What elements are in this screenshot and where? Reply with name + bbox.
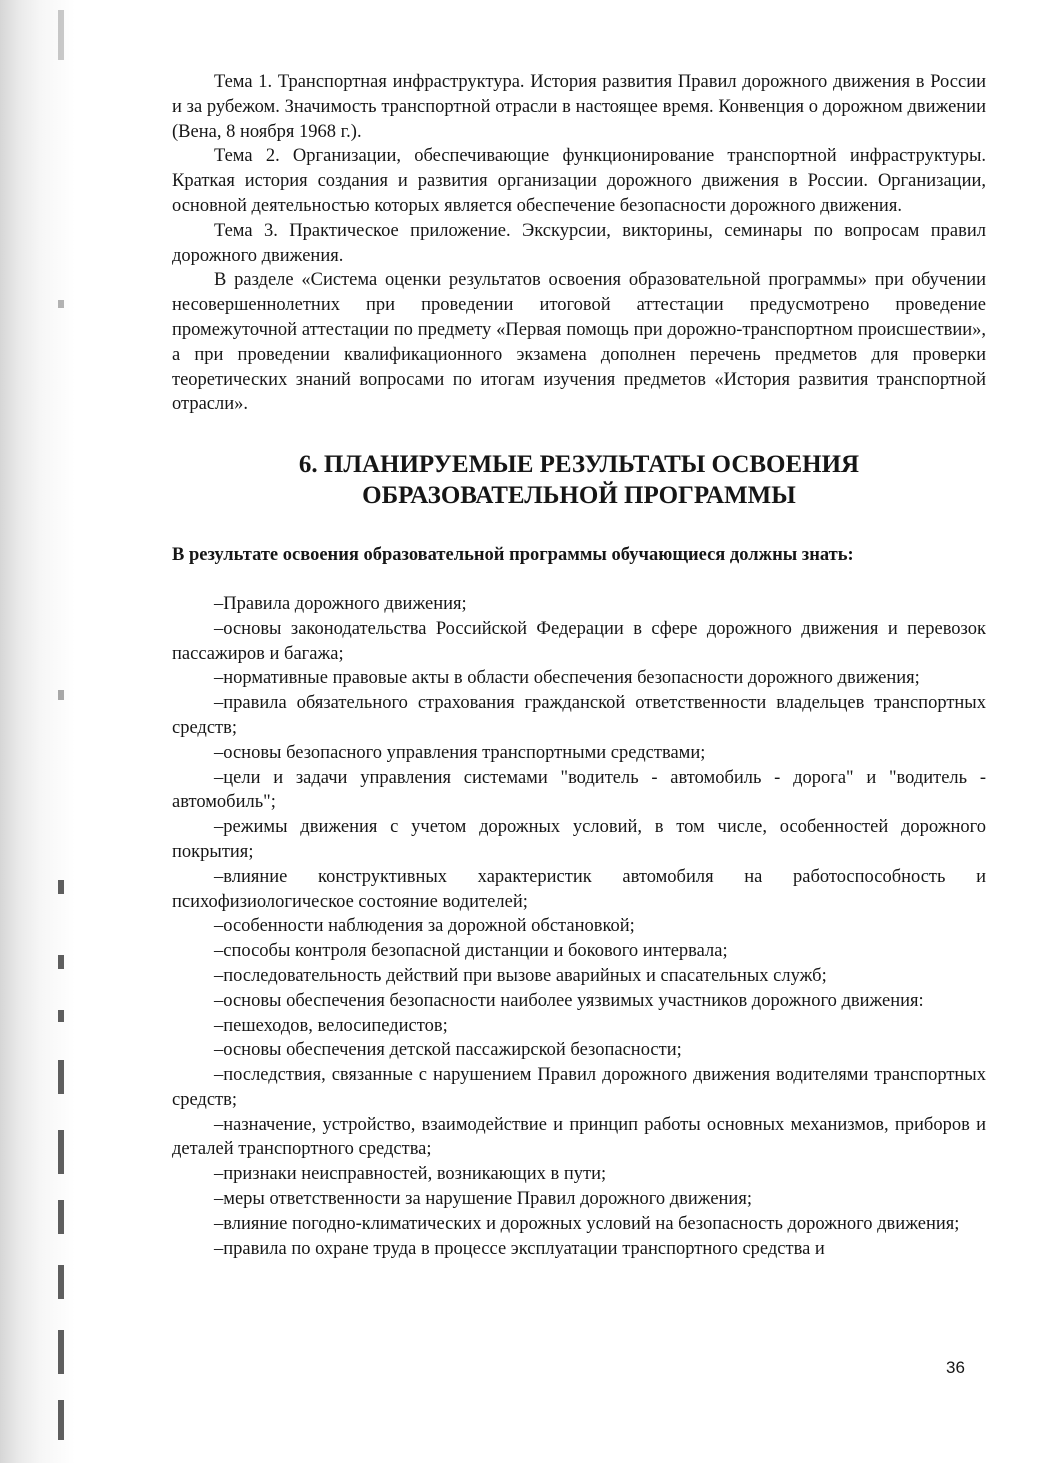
list-item: –меры ответственности за нарушение Правил дорожного движения;	[214, 1189, 752, 1210]
binding-mark	[58, 1330, 64, 1374]
section-lead: В результате освоения образовательной программы обучающиеся должны знать:	[172, 545, 854, 566]
paragraph-topic-1: Тема 1. Транспортная инфраструктура. История развития Правил дорожного движения в России и за рубежом. Значимость транспортной отрасли в настоящее время. Конвенция о дорожном движении (Вена, 8 ноября 1968 г.).	[172, 72, 986, 142]
list-item: –влияние конструктивных характеристик автомобиля на работоспособность и психофизиологическое состояние водителей;	[172, 866, 986, 912]
list-item: –нормативные правовые акты в области обеспечения безопасности дорожного движения;	[214, 668, 920, 689]
binding-mark	[58, 1060, 64, 1094]
paragraph-assessment: В разделе «Система оценки результатов освоения образовательной программы» при обучении несовершеннолетних при проведении итоговой аттестации предусмотрено проведение промежуточной аттестации по предмету «Первая помощь при дорожно-транспортном происшествии», а при проведении квалификационного экзамена дополнен перечень предметов для проверки теоретических знаний вопросами по итогам изучения предметов «История развития транспортной отрасли».	[172, 270, 986, 415]
list-item: –основы обеспечения детской пассажирской безопасности;	[214, 1040, 682, 1061]
page-number: 36	[946, 1358, 965, 1377]
list-item: –правила по охране труда в процессе эксплуатации транспортного средства и	[214, 1238, 825, 1259]
binding-mark	[58, 955, 64, 969]
binding-mark	[58, 1400, 64, 1440]
binding-mark	[58, 690, 64, 700]
list-item: –правила обязательного страхования гражданской ответственности владельцев транспортных средств;	[172, 693, 986, 738]
list-item: –Правила дорожного движения;	[214, 593, 467, 614]
list-item: –основы законодательства Российской Федерации в сфере дорожного движения и перевозок пассажиров и багажа;	[172, 618, 986, 664]
section-title-line-2: ОБРАЗОВАТЕЛЬНОЙ ПРОГРАММЫ	[362, 482, 796, 510]
list-item: –режимы движения с учетом дорожных условий, в том числе, особенностей дорожного покрытия;	[172, 817, 986, 862]
binding-mark	[58, 1010, 64, 1022]
document-page	[172, 70, 986, 1261]
binding-mark	[58, 1200, 64, 1234]
paragraph-topic-2: Тема 2. Организации, обеспечивающие функционирование транспортной инфраструктуры. Краткая история создания и развития организации дорожного движения в России. Организации, основной деятельностью которых является обеспечение безопасности дорожного движения.	[172, 146, 986, 216]
list-item: –цели и задачи управления системами "водитель - автомобиль - дорога" и "водитель - автомобиль";	[172, 767, 986, 813]
binding-mark	[58, 300, 64, 308]
binding-edge-shadow	[0, 0, 75, 1463]
list-item: –влияние погодно-климатических и дорожных условий на безопасность дорожного движения;	[214, 1213, 960, 1234]
section-title-line-1: 6. ПЛАНИРУЕМЫЕ РЕЗУЛЬТАТЫ ОСВОЕНИЯ	[298, 451, 860, 479]
list-item: –назначение, устройство, взаимодействие и принцип работы основных механизмов, приборов и деталей транспортного средства;	[172, 1114, 986, 1160]
paragraph-topic-3: Тема 3. Практическое приложение. Экскурсии, викторины, семинары по вопросам правил дорожного движения.	[172, 220, 986, 266]
binding-mark	[58, 10, 64, 60]
knowledge-list	[172, 592, 986, 1262]
binding-mark	[58, 1265, 64, 1299]
list-item: –особенности наблюдения за дорожной обстановкой;	[214, 916, 635, 937]
list-item: –признаки неисправностей, возникающих в пути;	[214, 1164, 607, 1185]
list-item: –способы контроля безопасной дистанции и бокового интервала;	[214, 941, 728, 962]
list-item: –основы безопасного управления транспортными средствами;	[214, 742, 706, 763]
list-item: –пешеходов, велосипедистов;	[214, 1015, 448, 1036]
section-title	[172, 449, 986, 511]
binding-mark	[58, 1130, 64, 1174]
list-item: –последствия, связанные с нарушением Правил дорожного движения водителями транспортных средств;	[172, 1065, 986, 1110]
list-item: –последовательность действий при вызове аварийных и спасательных служб;	[214, 965, 827, 986]
binding-mark	[58, 880, 64, 894]
list-item: –основы обеспечения безопасности наиболее уязвимых участников дорожного движения:	[214, 990, 924, 1011]
